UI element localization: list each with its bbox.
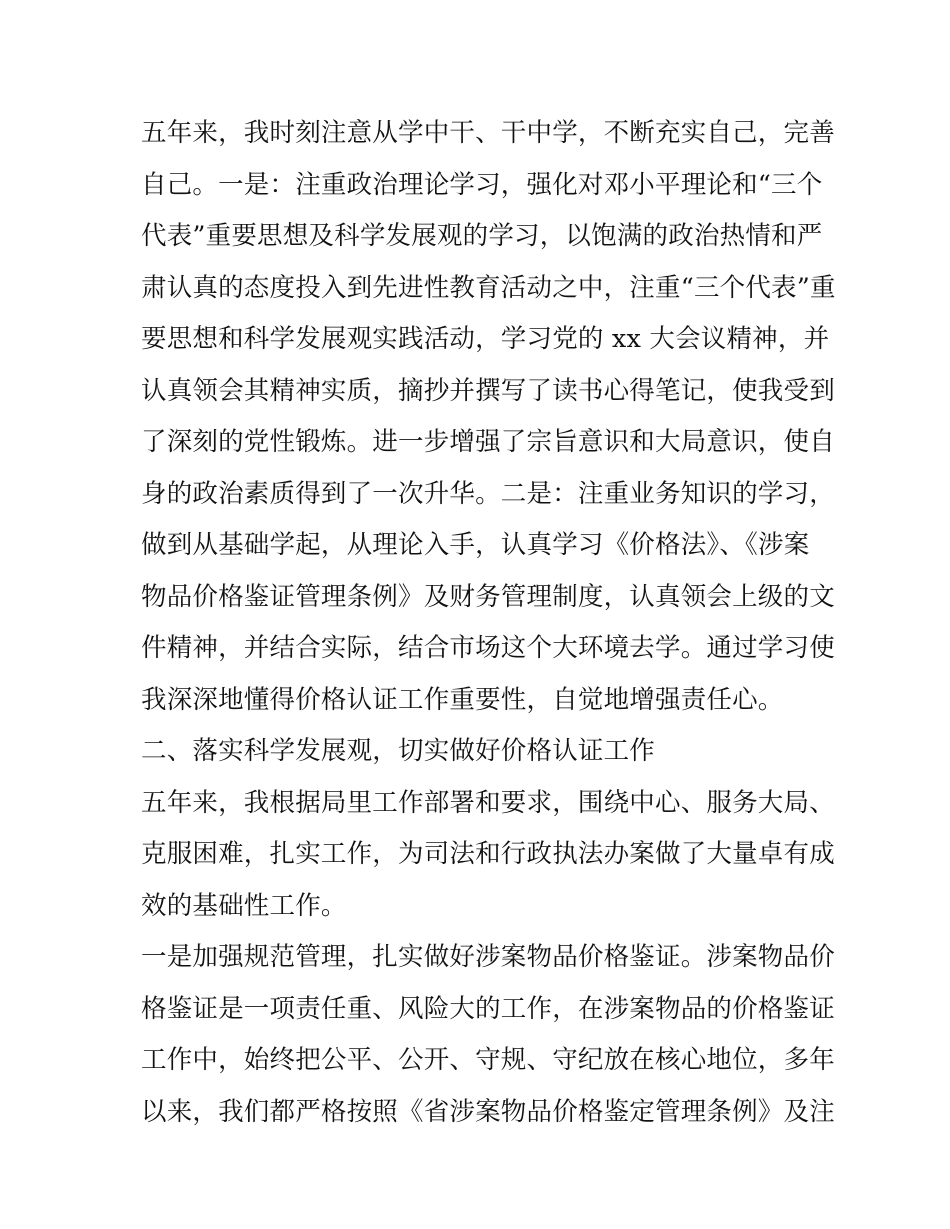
text-line: 效的基础性工作。 [141,890,347,921]
text-line: 五年来，我根据局里工作部署和要求，围绕中心、服务大局、 [141,787,835,818]
text-line: 以来，我们都严格按照《省涉案物品价格鉴定管理条例》及注 [141,1096,835,1127]
text-line: 代表”重要思想及科学发展观的学习，以饱满的政治热情和严 [141,221,823,251]
text-line: 物品价格鉴证管理条例》及财务管理制度，认真领会上级的文 [141,581,835,612]
text-line: 工作中，始终把公平、公开、守规、守纪放在核心地位，多年 [141,1045,835,1075]
text-line: 自己。一是：注重政治理论学习，强化对邓小平理论和“三个 [141,169,823,200]
text-line: 认真领会其精神实质，摘抄并撰写了读书心得笔记，使我受到 [141,375,835,406]
text-line: 格鉴证是一项责任重、风险大的工作，在涉案物品的价格鉴证 [141,993,835,1024]
text-line: 要思想和科学发展观实践活动，学习党的 xx 大会议精神，并 [141,324,830,354]
text-line: 克服困难，扎实工作，为司法和行政执法办案做了大量卓有成 [141,839,835,869]
text-line: 件精神，并结合实际，结合市场这个大环境去学。通过学习使 [141,633,835,663]
text-line: 五年来，我时刻注意从学中干、干中学，不断充实自己，完善 [141,118,835,148]
body-text [141,108,836,1138]
text-line: 做到从基础学起，从理论入手，认真学习《价格法》、《涉案 [141,530,810,560]
text-line: 我深深地懂得价格认证工作重要性，自觉地增强责任心。 [141,684,784,715]
text-line: 身的政治素质得到了一次升华。二是：注重业务知识的学习， [141,478,835,509]
text-line: 了深刻的党性锻炼。进一步增强了宗旨意识和大局意识，使自 [141,427,835,457]
text-line: 肃认真的态度投入到先进性教育活动之中，注重“三个代表”重 [141,272,836,303]
section-heading: 二、落实科学发展观，切实做好价格认证工作 [141,736,656,766]
text-line: 一是加强规范管理，扎实做好涉案物品价格鉴证。涉案物品价 [141,942,835,972]
